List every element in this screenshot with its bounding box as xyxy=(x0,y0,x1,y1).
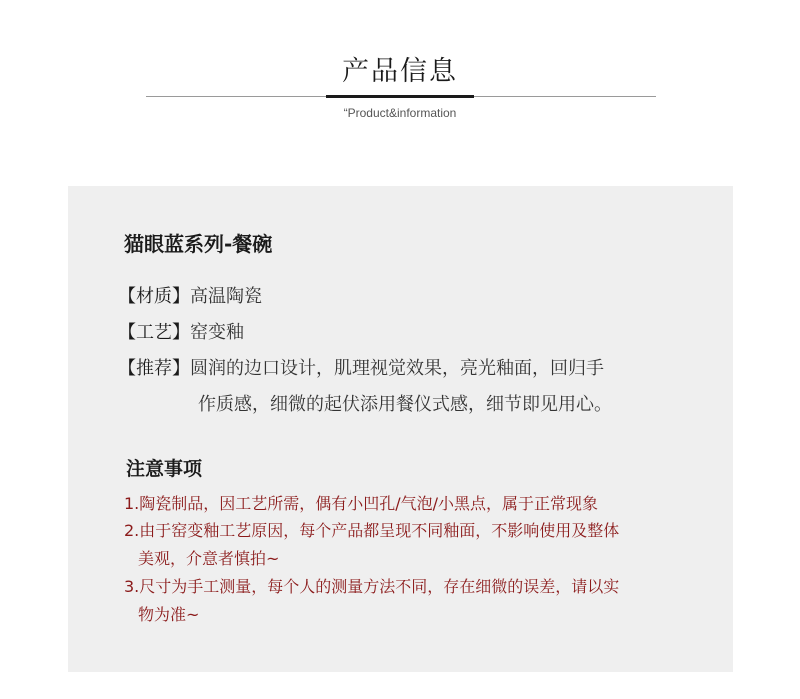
note-item-3: 3.尺寸为手工测量，每个人的测量方法不同，存在细微的误差，请以实 xyxy=(124,577,620,596)
notes-title: 注意事项 xyxy=(126,458,203,480)
spec-row-recommend xyxy=(118,354,604,384)
spec-key: 【推荐】 xyxy=(118,358,190,379)
spec-value: 圆润的边口设计，肌理视觉效果，亮光釉面，回归手 xyxy=(190,358,604,379)
page-subtitle: “Product&information xyxy=(343,106,457,120)
product-title: 猫眼蓝系列-餐碗 xyxy=(124,232,273,256)
note-item-3-continuation: 物为准~ xyxy=(138,605,200,624)
spec-recommend-continuation: 作质感，细微的起伏添用餐仪式感，细节即见用心。 xyxy=(198,394,612,415)
note-item-1: 1.陶瓷制品，因工艺所需，偶有小凹孔/气泡/小黑点，属于正常现象 xyxy=(124,494,599,513)
spec-key: 【材质】 xyxy=(118,286,190,307)
title-underline-accent xyxy=(326,95,474,98)
page-title: 产品信息 xyxy=(342,56,458,87)
note-item-2-continuation: 美观，介意者慎拍~ xyxy=(138,549,280,568)
spec-row-craft xyxy=(118,318,244,348)
spec-key: 【工艺】 xyxy=(118,322,190,343)
spec-value: 窑变釉 xyxy=(190,322,244,343)
spec-row-material xyxy=(118,282,262,312)
spec-value: 高温陶瓷 xyxy=(190,286,262,307)
note-item-2: 2.由于窑变釉工艺原因，每个产品都呈现不同釉面，不影响使用及整体 xyxy=(124,521,620,540)
